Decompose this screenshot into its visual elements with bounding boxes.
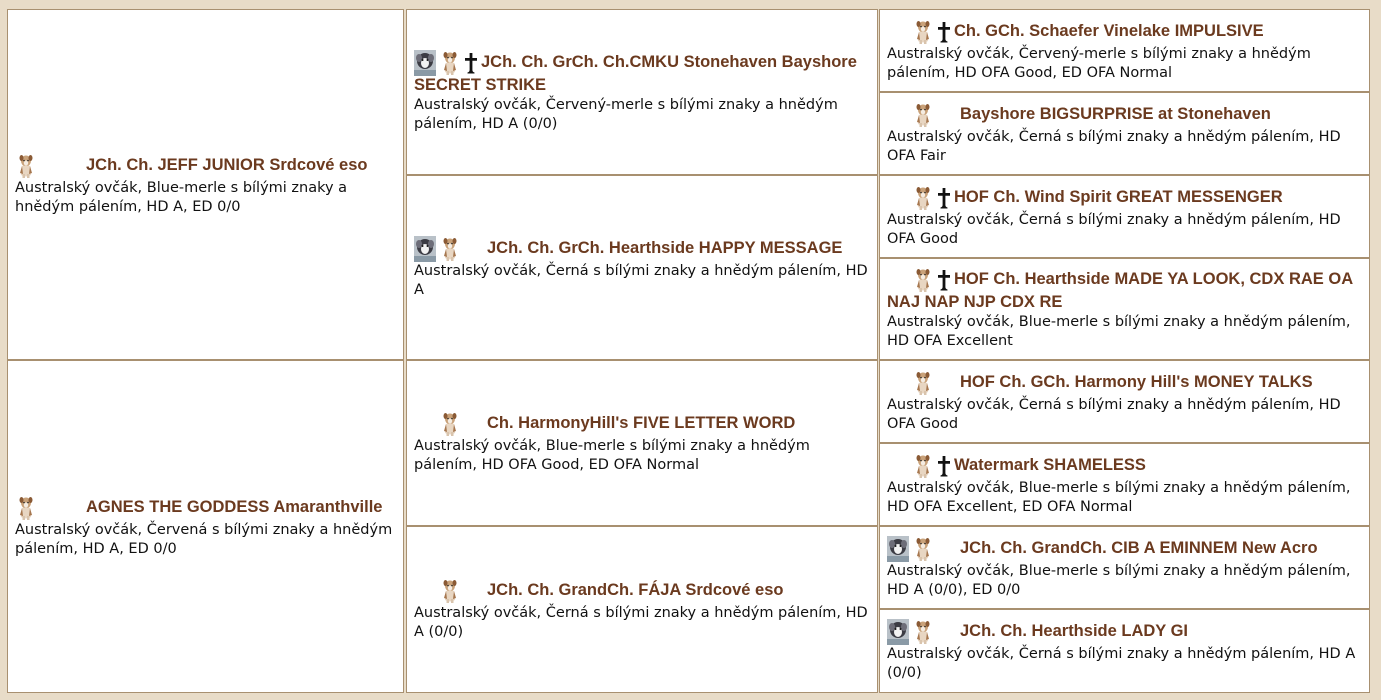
dog-description: Australský ovčák, Černá s bílými znaky a hnědým pálením, HD A (0/0) <box>887 646 1356 681</box>
pedigree-cell-g3-5 <box>879 360 1370 443</box>
dog-name-link[interactable]: AGNES THE GODDESS Amaranthville <box>86 497 383 516</box>
pedigree-cell-g3-1 <box>879 9 1370 92</box>
dog-photo-icon <box>414 50 436 76</box>
dog-description: Australský ovčák, Červený-merle s bílými znaky a hnědým pálením, HD A (0/0) <box>414 97 838 132</box>
pedigree-cell-g3-6 <box>879 443 1370 526</box>
dog-name-link[interactable]: Bayshore BIGSURPRISE at Stonehaven <box>960 104 1271 123</box>
dog-name-link[interactable]: JCh. Ch. GrCh. Ch.CMKU Stonehaven Bayshore SECRET STRIKE <box>414 53 857 94</box>
pedigree-cell-dam <box>7 360 404 693</box>
dog-photo-icon <box>887 619 909 645</box>
dog-icon <box>912 536 934 562</box>
dog-description: Australský ovčák, Blue-merle s bílými znaky a hnědým pálením, HD OFA Excellent, ED OFA Normal <box>887 479 1351 515</box>
dog-description: Australský ovčák, Černá s bílými znaky a hnědým pálením, HD OFA Good <box>887 396 1341 432</box>
pedigree-table <box>7 9 1370 693</box>
dog-description: Australský ovčák, Černá s bílými znaky a hnědým pálením, HD OFA Fair <box>887 128 1341 164</box>
dog-description: Australský ovčák, Blue-merle s bílými znaky a hnědým pálením, HD OFA Excellent <box>887 314 1351 349</box>
pedigree-cell-sire-dam <box>406 175 878 360</box>
dog-icon <box>912 102 934 128</box>
deceased-cross-icon <box>937 187 951 209</box>
pedigree-cell-g3-4 <box>879 258 1370 360</box>
deceased-cross-icon <box>937 269 951 291</box>
deceased-cross-icon <box>464 52 478 74</box>
dog-icon <box>912 370 934 396</box>
pedigree-cell-g3-7 <box>879 526 1370 609</box>
dog-icon <box>439 578 461 604</box>
dog-description: Australský ovčák, Blue-merle s bílými znaky a hnědým pálením, HD OFA Good, ED OFA Normal <box>414 438 810 473</box>
dog-description: Australský ovčák, Blue-merle s bílými znaky a hnědým pálením, HD A (0/0), ED 0/0 <box>887 562 1351 598</box>
dog-photo-icon <box>414 236 436 262</box>
dog-name-link[interactable]: JCh. Ch. GrandCh. FÁJA Srdcové eso <box>487 580 784 599</box>
dog-name-link[interactable]: JCh. Ch. Hearthside LADY GI <box>960 622 1188 640</box>
dog-name-link[interactable]: Ch. GCh. Schaefer Vinelake IMPULSIVE <box>954 21 1264 40</box>
dog-icon <box>439 411 461 437</box>
pedigree-cell-g3-8 <box>879 609 1370 693</box>
dog-name-link[interactable]: Ch. HarmonyHill's FIVE LETTER WORD <box>487 414 796 432</box>
dog-icon <box>912 453 934 479</box>
pedigree-cell-dam-sire <box>406 360 878 526</box>
pedigree-cell-g3-3 <box>879 175 1370 258</box>
dog-icon <box>912 19 934 45</box>
dog-icon <box>439 50 461 76</box>
dog-icon <box>439 236 461 262</box>
dog-description: Australský ovčák, Červená s bílými znaky a hnědým pálením, HD A, ED 0/0 <box>15 521 393 557</box>
dog-name-link[interactable]: Watermark SHAMELESS <box>954 455 1146 474</box>
dog-description: Australský ovčák, Černá s bílými znaky a hnědým pálením, HD OFA Good <box>887 211 1341 247</box>
dog-description: Australský ovčák, Blue-merle s bílými znaky a hnědým pálením, HD A, ED 0/0 <box>15 179 348 215</box>
dog-name-link[interactable]: HOF Ch. Wind Spirit GREAT MESSENGER <box>954 187 1283 206</box>
dog-icon <box>15 153 37 179</box>
dog-photo-icon <box>887 536 909 562</box>
pedigree-cell-dam-dam <box>406 526 878 693</box>
dog-icon <box>15 495 37 521</box>
dog-name-link[interactable]: JCh. Ch. JEFF JUNIOR Srdcové eso <box>86 155 368 174</box>
deceased-cross-icon <box>937 21 951 43</box>
dog-name-link[interactable]: HOF Ch. GCh. Harmony Hill's MONEY TALKS <box>960 372 1313 391</box>
dog-icon <box>912 267 934 293</box>
pedigree-cell-sire <box>7 9 404 360</box>
dog-description: Australský ovčák, Červený-merle s bílými znaky a hnědým pálením, HD OFA Good, ED OFA Normal <box>887 45 1311 81</box>
pedigree-cell-sire-sire <box>406 9 878 175</box>
pedigree-cell-g3-2 <box>879 92 1370 175</box>
dog-icon <box>912 185 934 211</box>
dog-name-link[interactable]: JCh. Ch. GrCh. Hearthside HAPPY MESSAGE <box>487 238 843 257</box>
dog-name-link[interactable]: JCh. Ch. GrandCh. CIB A EMINNEM New Acro <box>960 538 1318 557</box>
dog-icon <box>912 619 934 645</box>
dog-name-link[interactable]: HOF Ch. Hearthside MADE YA LOOK, CDX RAE OA NAJ NAP NJP CDX RE <box>887 270 1353 311</box>
deceased-cross-icon <box>937 455 951 477</box>
dog-description: Australský ovčák, Černá s bílými znaky a hnědým pálením, HD A <box>414 262 868 298</box>
dog-description: Australský ovčák, Černá s bílými znaky a hnědým pálením, HD A (0/0) <box>414 604 868 640</box>
